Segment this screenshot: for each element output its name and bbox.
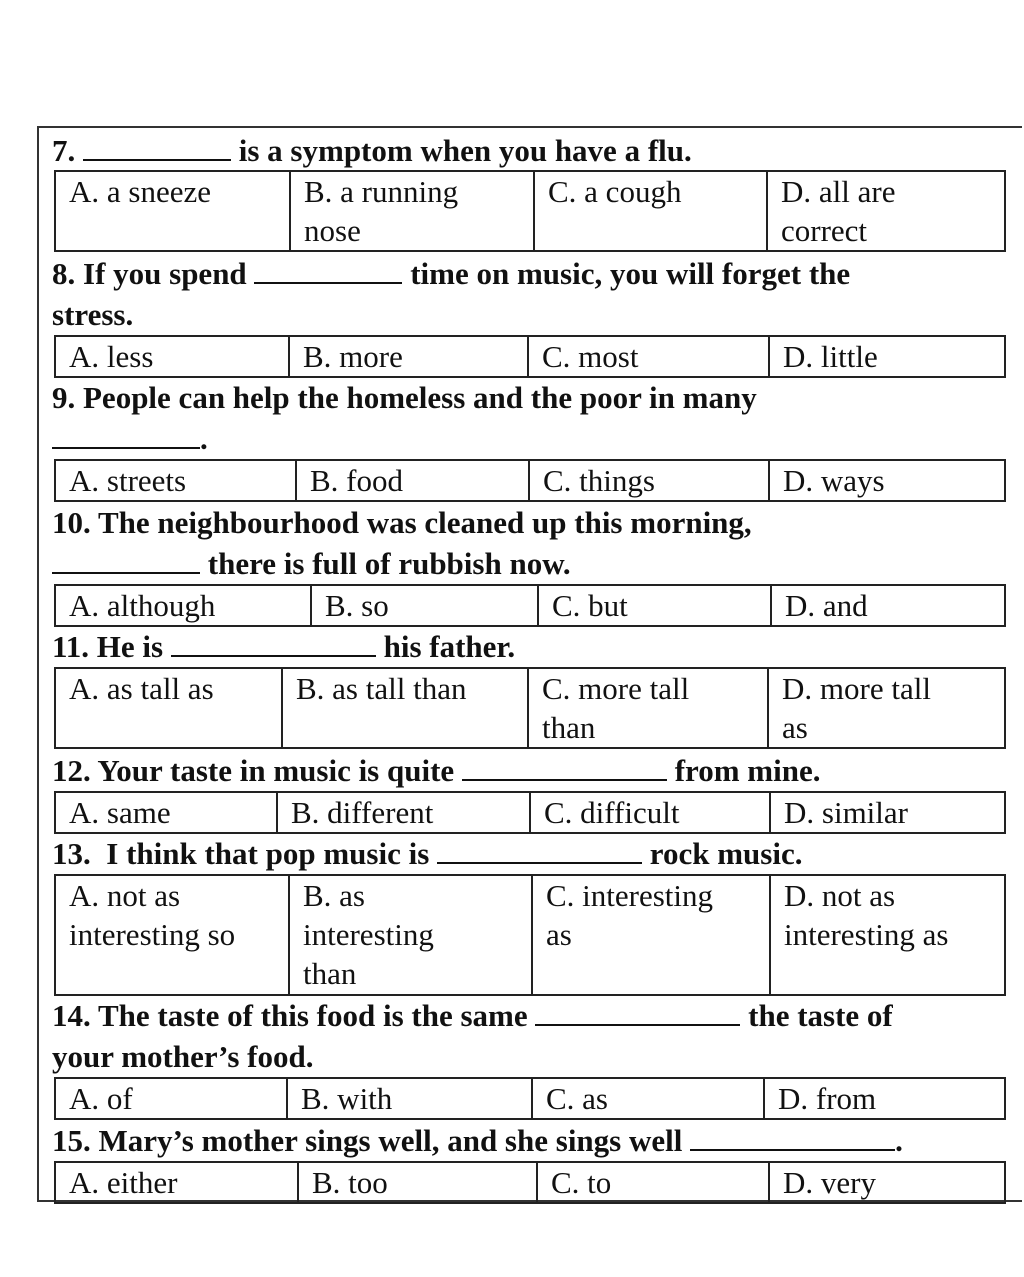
option-a[interactable]: A. of xyxy=(55,1078,287,1119)
option-b[interactable]: B. too xyxy=(298,1162,537,1203)
option-d[interactable]: D. ways xyxy=(769,460,1005,501)
question-text: time on music, you will forget the xyxy=(410,256,851,291)
question-number: 12. xyxy=(52,753,91,788)
answer-blank xyxy=(83,132,231,161)
option-d[interactable]: D. very xyxy=(769,1162,1005,1203)
option-a[interactable]: A. as tall as xyxy=(55,668,282,748)
question-text: stress. xyxy=(52,297,134,332)
option-b[interactable]: B. with xyxy=(287,1078,532,1119)
option-d[interactable]: D. all are correct xyxy=(767,171,1005,251)
option-d[interactable]: D. not as interesting as xyxy=(770,875,1005,995)
option-d[interactable]: D. from xyxy=(764,1078,1005,1119)
question-14 xyxy=(52,995,893,1077)
question-text: Mary’s mother sings well, and she sings well xyxy=(98,1123,683,1158)
option-c[interactable]: C. to xyxy=(537,1162,769,1203)
options-table-12 xyxy=(54,791,1006,834)
options-table-11 xyxy=(54,667,1006,749)
option-c[interactable]: C. interesting as xyxy=(532,875,770,995)
option-b[interactable]: B. different xyxy=(277,792,530,833)
answer-blank xyxy=(535,997,740,1026)
option-c[interactable]: C. most xyxy=(528,336,769,377)
option-b[interactable]: B. as tall than xyxy=(282,668,528,748)
question-number: 13. xyxy=(52,836,91,871)
question-text: If you spend xyxy=(83,256,247,291)
question-12 xyxy=(52,750,820,791)
answer-blank xyxy=(254,255,402,284)
option-b[interactable]: B. a running nose xyxy=(290,171,534,251)
question-text: rock music. xyxy=(649,836,803,871)
options-table-9 xyxy=(54,459,1006,502)
question-number: 14. xyxy=(52,998,91,1033)
option-d[interactable]: D. and xyxy=(771,585,1005,626)
option-c[interactable]: C. difficult xyxy=(530,792,770,833)
question-number: 9. xyxy=(52,380,76,415)
option-a[interactable]: A. either xyxy=(55,1162,298,1203)
question-text: his father. xyxy=(383,629,516,664)
option-b[interactable]: B. food xyxy=(296,460,529,501)
option-b[interactable]: B. so xyxy=(311,585,538,626)
answer-blank xyxy=(690,1122,895,1151)
option-d[interactable]: D. little xyxy=(769,336,1005,377)
option-a[interactable]: A. a sneeze xyxy=(55,171,290,251)
question-text: is a symptom when you have a flu. xyxy=(238,133,692,168)
question-text: . xyxy=(200,421,208,456)
question-9 xyxy=(52,377,757,459)
question-text: People can help the homeless and the poor in many xyxy=(83,380,757,415)
options-table-15 xyxy=(54,1161,1006,1204)
option-c[interactable]: C. as xyxy=(532,1078,764,1119)
option-b[interactable]: B. as interesting than xyxy=(289,875,532,995)
answer-blank xyxy=(171,628,376,657)
question-text: Your taste in music is quite xyxy=(97,753,455,788)
question-text: from mine. xyxy=(674,753,821,788)
question-8 xyxy=(52,253,850,335)
question-number: 11. xyxy=(52,629,90,664)
option-d[interactable]: D. similar xyxy=(770,792,1005,833)
options-table-8 xyxy=(54,335,1006,378)
answer-blank xyxy=(52,420,200,449)
question-text: I think that pop music is xyxy=(106,836,430,871)
question-number: 8. xyxy=(52,256,76,291)
option-a[interactable]: A. same xyxy=(55,792,277,833)
answer-blank xyxy=(462,752,667,781)
question-number: 10. xyxy=(52,505,91,540)
options-table-14 xyxy=(54,1077,1006,1120)
option-a[interactable]: A. streets xyxy=(55,460,296,501)
question-15 xyxy=(52,1120,903,1161)
question-text: The neighbourhood was cleaned up this morning, xyxy=(97,505,752,540)
option-a[interactable]: A. although xyxy=(55,585,311,626)
question-13 xyxy=(52,833,802,874)
question-10 xyxy=(52,502,752,584)
answer-blank xyxy=(437,835,642,864)
option-b[interactable]: B. more xyxy=(289,336,528,377)
option-c[interactable]: C. a cough xyxy=(534,171,767,251)
option-c[interactable]: C. things xyxy=(529,460,769,501)
answer-blank xyxy=(52,545,200,574)
question-text: your mother’s food. xyxy=(52,1039,314,1074)
question-text: . xyxy=(895,1123,903,1158)
options-table-13 xyxy=(54,874,1006,996)
question-number: 15. xyxy=(52,1123,91,1158)
question-11 xyxy=(52,626,515,667)
option-c[interactable]: C. but xyxy=(538,585,771,626)
question-text: He is xyxy=(96,629,164,664)
question-number: 7. xyxy=(52,133,76,168)
options-table-10 xyxy=(54,584,1006,627)
option-a[interactable]: A. less xyxy=(55,336,289,377)
options-table-7 xyxy=(54,170,1006,252)
option-c[interactable]: C. more tall than xyxy=(528,668,768,748)
question-text: the taste of xyxy=(748,998,893,1033)
option-d[interactable]: D. more tall as xyxy=(768,668,1005,748)
question-text: The taste of this food is the same xyxy=(97,998,528,1033)
option-a[interactable]: A. not as interesting so xyxy=(55,875,289,995)
question-text: there is full of rubbish now. xyxy=(207,546,571,581)
question-7 xyxy=(52,130,692,171)
